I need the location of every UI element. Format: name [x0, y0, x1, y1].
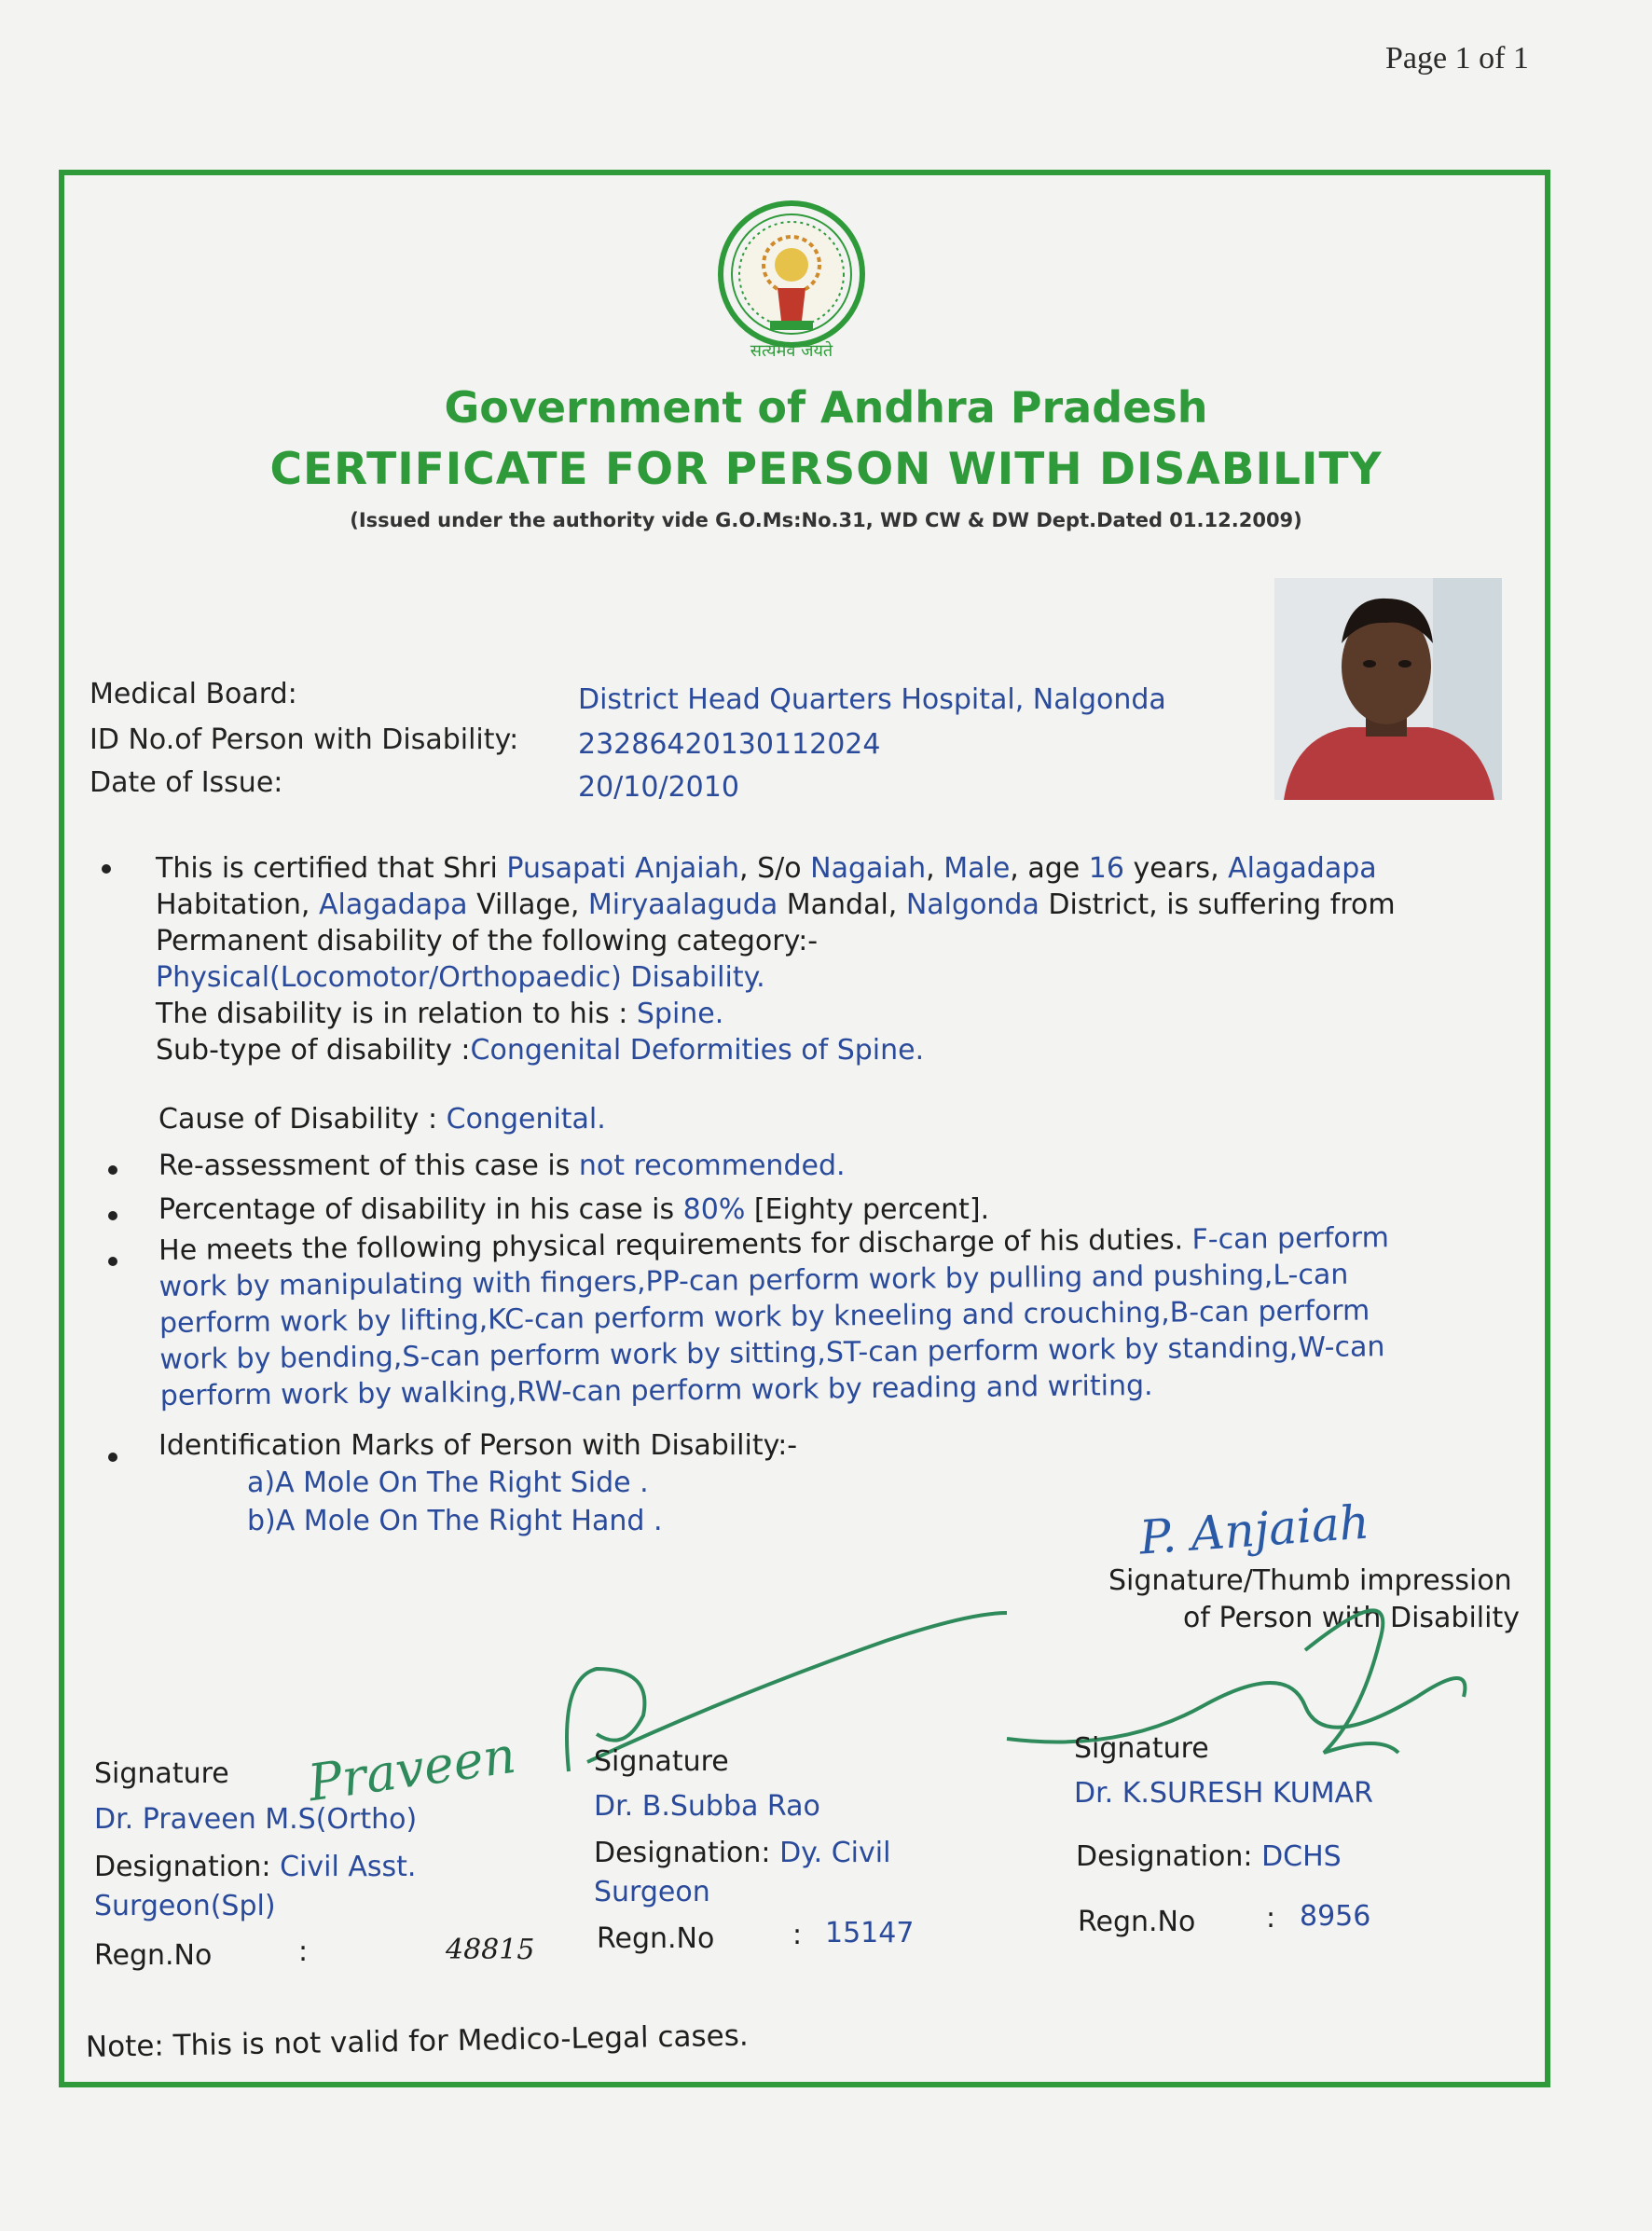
signatory-2-signature-label: Signature	[594, 1745, 729, 1778]
subtype-label: Sub-type of disability :	[156, 1034, 471, 1067]
cause-label: Cause of Disability :	[158, 1103, 447, 1136]
date-label: Date of Issue:	[89, 766, 283, 799]
disabled-person-handwritten-signature: P. Anjaiah	[1137, 1494, 1371, 1565]
validity-note: Note: This is not valid for Medico-Legal cases.	[85, 2018, 750, 2064]
signatory-1-regn-colon: :	[298, 1935, 309, 1968]
signatory-1-designation-line-2: Surgeon(Spl)	[94, 1890, 276, 1922]
text: Village,	[467, 888, 588, 921]
age: 16	[1088, 852, 1124, 885]
text: years,	[1123, 852, 1229, 885]
percentage-value: 80%	[682, 1193, 746, 1226]
signatory-2-name: Dr. B.Subba Rao	[594, 1790, 820, 1823]
signatory-1-regn-label: Regn.No	[94, 1939, 213, 1972]
designation-value: Dy. Civil	[779, 1837, 891, 1869]
cert-line-3: Permanent disability of the following category:-	[156, 925, 819, 957]
identification-label: Identification Marks of Person with Disability:-	[158, 1429, 798, 1462]
signatory-1-regn-value: 48815	[446, 1934, 535, 1966]
relation-value: Spine.	[636, 998, 724, 1030]
thumb-label-line-1: Signature/Thumb impression	[1108, 1564, 1512, 1597]
relation-label: The disability is in relation to his :	[156, 998, 637, 1030]
habitation: Alagadapa	[1228, 852, 1377, 885]
person-name: Pusapati Anjaiah	[506, 852, 740, 885]
percentage-label: Percentage of disability in his case is	[158, 1193, 683, 1226]
signatory-1-signature-label: Signature	[94, 1757, 229, 1790]
signatory-2-regn-colon: :	[792, 1919, 803, 1951]
signatory-3-name: Dr. K.SURESH KUMAR	[1074, 1777, 1373, 1810]
signatory-3-regn-value: 8956	[1300, 1900, 1371, 1933]
medical-board-value: District Head Quarters Hospital, Nalgonda	[578, 683, 1166, 716]
mandal: Miryaalaguda	[587, 888, 778, 921]
signatory-2-designation-line-2: Surgeon	[594, 1876, 710, 1908]
text: Mandal,	[778, 888, 906, 921]
signatory-3-signature-label: Signature	[1074, 1732, 1209, 1765]
req-line-5: perform work by walking,RW-can perform work by reading and writing.	[159, 1369, 1153, 1412]
req-line-2: work by manipulating with fingers,PP-can perform work by pulling and pushing,L-can	[158, 1258, 1349, 1303]
district: Nalgonda	[905, 888, 1039, 921]
disability-category: Physical(Locomotor/Orthopaedic) Disability.	[156, 961, 765, 994]
government-title: Government of Andhra Pradesh	[444, 382, 1208, 433]
text: This is certified that Shri	[156, 852, 507, 885]
designation-label: Designation:	[1076, 1840, 1262, 1873]
signatory-1-designation	[94, 1851, 416, 1883]
signatory-3-designation	[1076, 1840, 1342, 1873]
req-line-3: perform work by lifting,KC-can perform work by kneeling and crouching,B-can perform	[158, 1294, 1370, 1340]
text: District, is suffering from	[1039, 888, 1396, 921]
reassessment-value: not recommended.	[578, 1150, 846, 1182]
signatory-1-handwritten-signature: Praveen	[304, 1725, 519, 1813]
authority-line: (Issued under the authority vide G.O.Ms:No.31, WD CW & DW Dept.Dated 01.12.2009)	[350, 509, 1302, 531]
signatory-2-regn-label: Regn.No	[597, 1922, 715, 1955]
signatory-2-regn-value: 15147	[825, 1917, 915, 1949]
id-value: 23286420130112024	[578, 728, 881, 761]
req-text: F-can perform	[1191, 1221, 1390, 1257]
medical-board-label: Medical Board:	[89, 678, 297, 710]
signatory-3-regn-label: Regn.No	[1078, 1906, 1196, 1938]
identification-mark-b: b)A Mole On The Right Hand .	[247, 1505, 663, 1537]
signatory-3-regn-colon: :	[1266, 1902, 1276, 1935]
certificate-title: CERTIFICATE FOR PERSON WITH DISABILITY	[269, 444, 1383, 495]
father-name: Nagaiah	[810, 852, 927, 885]
text: , age	[1010, 852, 1089, 885]
thumb-label-line-2: of Person with Disability	[1183, 1602, 1520, 1634]
signatory-1-name: Dr. Praveen M.S(Ortho)	[94, 1803, 418, 1836]
designation-label: Designation:	[94, 1851, 281, 1883]
reassessment-label: Re-assessment of this case is	[158, 1150, 579, 1182]
subtype-value: Congenital Deformities of Spine.	[470, 1034, 925, 1067]
gender: Male	[943, 852, 1011, 885]
percentage-suffix: [Eighty percent].	[745, 1193, 990, 1226]
signatory-2-designation	[594, 1837, 890, 1869]
identification-mark-a: a)A Mole On The Right Side .	[247, 1467, 649, 1499]
text: Habitation,	[156, 888, 320, 921]
req-line-4: work by bending,S-can perform work by sitting,ST-can perform work by standing,W-can	[159, 1330, 1385, 1376]
designation-value: Civil Asst.	[280, 1851, 417, 1883]
page-number: Page 1 of 1	[1385, 41, 1529, 76]
village: Alagadapa	[319, 888, 468, 921]
designation-label: Designation:	[594, 1837, 780, 1869]
date-value: 20/10/2010	[578, 771, 739, 804]
requirements-label: He meets the following physical requirements for discharge of his duties.	[158, 1223, 1192, 1267]
emblem-motto: सत्यमेव जयते	[750, 341, 833, 361]
cause-value: Congenital.	[446, 1103, 606, 1136]
text: ,	[926, 852, 944, 885]
id-label: ID No.of Person with Disability:	[89, 723, 519, 756]
text: , S/o	[739, 852, 811, 885]
designation-value: DCHS	[1261, 1840, 1342, 1873]
